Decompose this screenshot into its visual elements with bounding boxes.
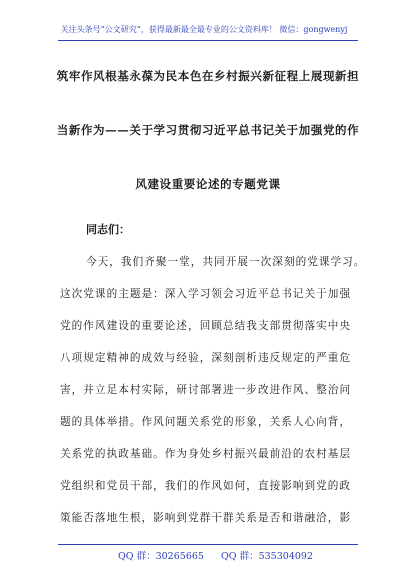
paragraph-line: 党的作风建设的重要论述，回顾总结我支部贯彻落实中央 <box>60 320 352 332</box>
salutation: 同志们： <box>86 223 130 236</box>
footer-divider <box>58 544 358 545</box>
paragraph-line: 今天，我们齐聚一堂，共同开展一次深刻的党课学习。 <box>86 256 366 268</box>
paragraph-line: 八项规定精神的成效与经验，深刻剖析违反规定的严重危 <box>60 352 352 364</box>
title-line: 筑牢作风根基永葆为民本色在乡村振兴新征程上展现新担 <box>56 69 360 83</box>
paragraph-line: 关系党的执政基础。作为身处乡村振兴最前沿的农村基层 <box>60 448 352 460</box>
header-banner: 关注头条号“公文研究”，获得最新最全最专业的公文资料库！ 微信：gongwenyj <box>60 25 348 34</box>
footer-qq-group-1: QQ 群：30265665 <box>118 551 204 562</box>
title-line: 当新作为——关于学习贯彻习近平总书记关于加强党的作 <box>56 123 360 137</box>
header-divider <box>58 40 358 41</box>
paragraph-line: 这次党课的主题是：深入学习领会习近平总书记关于加强 <box>60 288 352 300</box>
title-line: 风建设重要论述的专题党课 <box>135 177 281 191</box>
paragraph-line: 题的具体举措。作风问题关系党的形象，关系人心向背， <box>60 416 352 428</box>
footer-qq-group-2: QQ 群：535304092 <box>221 551 313 562</box>
paragraph-line: 策能否落地生根，影响到党群干群关系是否和谐融洽，影 <box>60 512 352 524</box>
paragraph-line: 害，并立足本村实际，研讨部署进一步改进作风、整治问 <box>60 384 352 396</box>
paragraph-line: 党组织和党员干部，我们的作风如何，直接影响到党的政 <box>60 480 352 492</box>
